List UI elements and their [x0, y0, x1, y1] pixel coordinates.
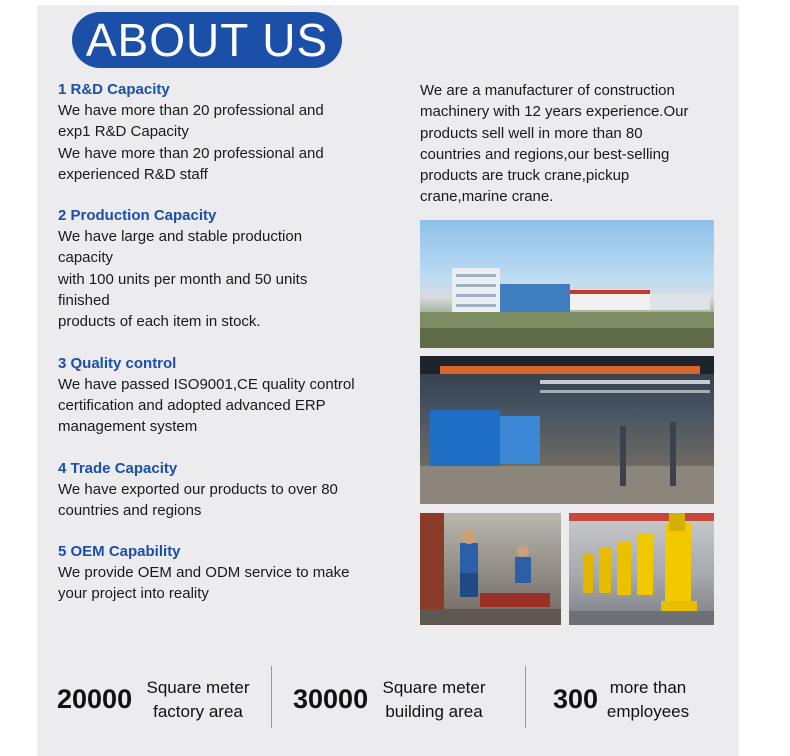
stat-label: Square meter building area	[382, 678, 486, 721]
stat-label: Square meter factory area	[146, 678, 250, 721]
stat-employees	[553, 676, 733, 726]
section-body: We have passed ISO9001,CE quality control certification and adopted advanced ERP management system	[58, 375, 355, 436]
section-production	[58, 205, 398, 332]
section-body: We have more than 20 professional and exp1 R&D Capacity We have more than 20 professional and experienced R&D staff	[58, 102, 324, 183]
section-rd	[58, 79, 398, 185]
section-heading: 3 Quality control	[58, 354, 177, 372]
stat-divider	[525, 666, 526, 728]
section-heading: 4 Trade Capacity	[58, 459, 178, 477]
assembly-workers-photo	[420, 513, 561, 625]
stat-building-area	[293, 676, 503, 726]
yellow-cranes-photo	[569, 513, 714, 625]
section-body: We have exported our products to over 80 countries and regions	[58, 480, 338, 519]
company-intro: We are a manufacturer of construction machinery with 12 years experience.Our products sell well in more than 80 countries and regions,our best-selling products are truck crane,pickup crane,marine crane.	[420, 82, 689, 206]
stat-number: 30000	[293, 684, 369, 714]
stat-factory-area	[57, 676, 257, 726]
workshop-interior-photo	[420, 356, 714, 504]
section-heading: 1 R&D Capacity	[58, 81, 170, 98]
page-title: ABOUT US	[72, 12, 342, 68]
section-oem	[58, 541, 398, 605]
section-body: We provide OEM and ODM service to make your project into reality	[58, 564, 350, 603]
section-heading: 2 Production Capacity	[58, 207, 217, 225]
stat-label: more than employees	[606, 678, 690, 721]
capacity-list	[58, 79, 398, 625]
stats-bar	[37, 660, 739, 740]
section-heading: 5 OEM Capability	[58, 543, 181, 561]
stat-divider	[271, 666, 272, 728]
section-body: We have large and stable production capacity with 100 units per month and 50 units finished products of each item in stock.	[58, 228, 308, 331]
factory-exterior-photo	[420, 220, 714, 348]
stat-number: 300	[553, 684, 599, 714]
section-trade	[58, 458, 398, 522]
stat-number: 20000	[57, 684, 133, 714]
section-quality	[58, 353, 398, 438]
